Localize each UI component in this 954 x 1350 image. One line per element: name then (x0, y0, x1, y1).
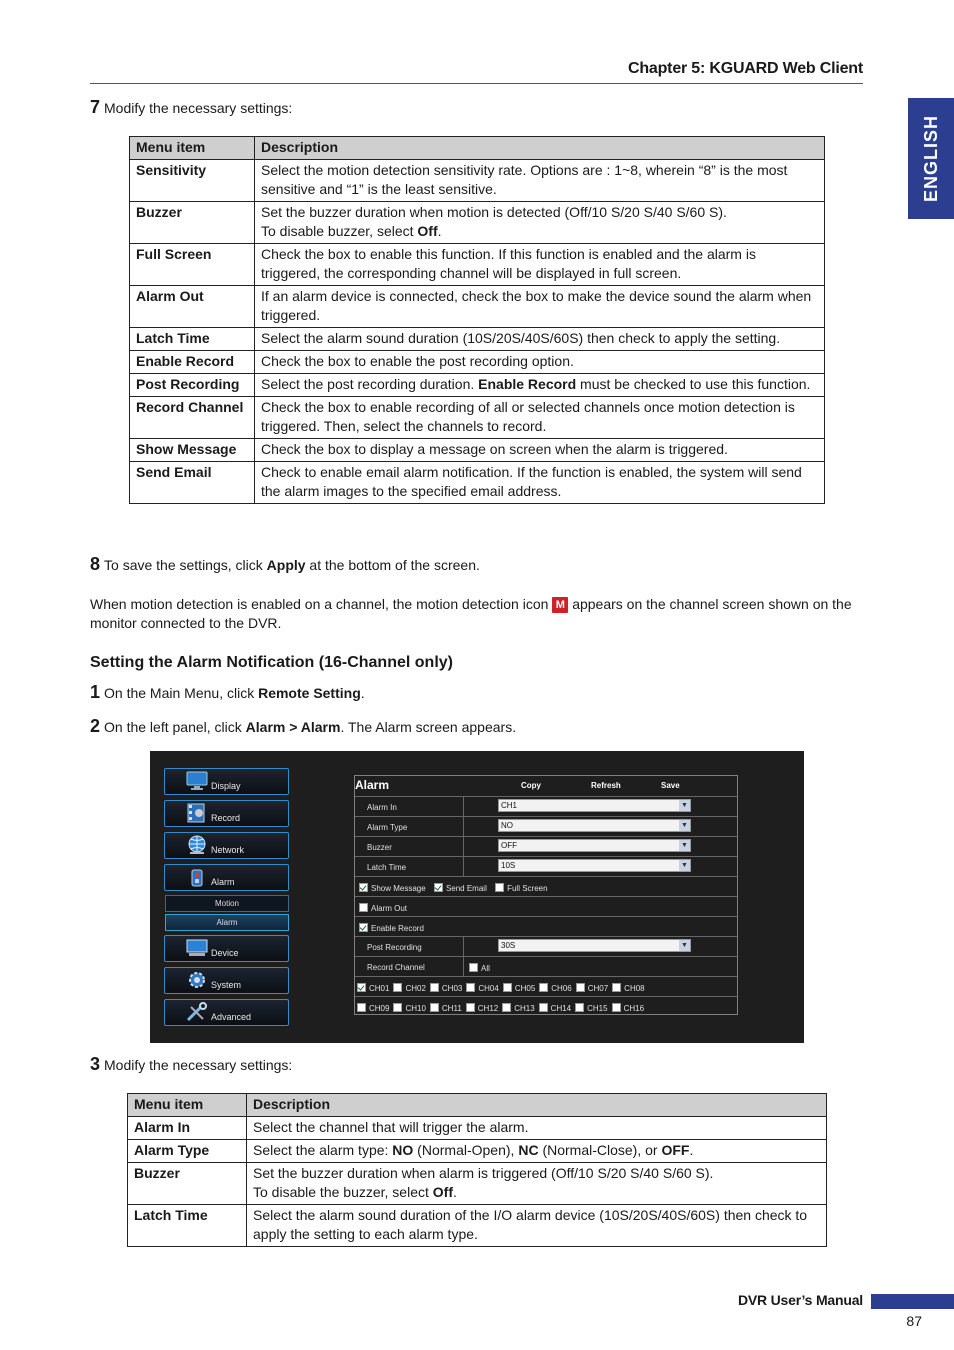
channel-checkbox[interactable] (502, 1003, 511, 1012)
tools-icon (185, 1002, 209, 1022)
alarm-settings-table (127, 1093, 827, 1247)
row-description: Select the motion detection sensitivity rate. Options are : 1~8, wherein “8” is the most sensitive and “1” is the least sensitive. (255, 160, 825, 202)
row-item: Enable Record (130, 351, 255, 374)
table-row (130, 202, 825, 244)
alarm-type-row (355, 816, 737, 836)
row-description: Check the box to enable this function. If this function is enabled and the alarm is triggered, the corresponding channel will be displayed in full screen. (255, 244, 825, 286)
nav-alarm[interactable] (164, 864, 289, 891)
channel-label: CH02 (405, 984, 426, 993)
step-2 (90, 716, 516, 737)
row-description: Select the channel that will trigger the alarm. (247, 1117, 827, 1140)
section-title: Setting the Alarm Notification (16-Channel only) (90, 654, 453, 671)
manual-title: DVR User’s Manual (738, 1292, 863, 1308)
step-bold: Alarm > Alarm (245, 719, 341, 735)
row-item: Latch Time (128, 1205, 247, 1247)
channels-row-2 (355, 996, 737, 1016)
alarm-type-select[interactable]: NO ▼ (498, 819, 691, 832)
subnav-alarm[interactable]: Alarm (165, 914, 289, 931)
nav-display[interactable] (164, 768, 289, 795)
channel-checkbox[interactable] (466, 1003, 475, 1012)
nav-label: System (211, 980, 242, 990)
record-channel-label: Record Channel (367, 963, 425, 972)
send-email-checkbox[interactable] (434, 883, 443, 892)
row-description: Check the box to enable the post recording option. (255, 351, 825, 374)
row-description: Select the alarm sound duration of the I/O alarm device (10S/20S/40S/60S) then check to apply the setting to each alarm type. (247, 1205, 827, 1247)
header-description: Description (255, 137, 825, 160)
film-icon (185, 803, 209, 823)
enable-record-label: Enable Record (371, 924, 424, 933)
channels-row-1 (355, 976, 737, 996)
step-bold: Apply (266, 557, 306, 573)
show-message-checkbox[interactable] (359, 883, 368, 892)
step-number: 1 (90, 682, 101, 702)
table-row (130, 244, 825, 286)
channel-checkbox[interactable] (430, 983, 439, 992)
nav-device[interactable] (164, 935, 289, 962)
step-text: Modify the necessary settings: (104, 100, 293, 116)
channel-checkbox[interactable] (612, 1003, 621, 1012)
step-text: Modify the necessary settings: (104, 1057, 293, 1073)
row-item: Latch Time (130, 328, 255, 351)
row-item: Full Screen (130, 244, 255, 286)
alarm-screen-screenshot (150, 751, 804, 1043)
buzzer-row (355, 836, 737, 856)
latch-time-row (355, 856, 737, 876)
latch-time-label: Latch Time (367, 863, 407, 872)
channel-label: CH05 (514, 984, 536, 993)
chevron-down-icon: ▼ (679, 940, 690, 951)
nav-label: Record (211, 813, 241, 823)
row-item: Sensitivity (130, 160, 255, 202)
row-item: Alarm In (128, 1117, 247, 1140)
nav-label: Network (211, 845, 245, 855)
channel-checkbox[interactable] (466, 983, 475, 992)
buzzer-label: Buzzer (367, 843, 392, 852)
row-description: Check to enable email alarm notification. If the function is enabled, the system will send the alarm images to the specified email address. (255, 462, 825, 504)
table-row (130, 374, 825, 397)
alarm-in-select[interactable]: CH1 ▼ (498, 799, 691, 812)
step-bold: Remote Setting (258, 685, 361, 701)
monitor-icon (185, 771, 209, 791)
step-7 (90, 97, 292, 118)
nav-label: Alarm (211, 877, 235, 887)
channel-checkbox[interactable] (503, 983, 512, 992)
row-item: Alarm Type (128, 1140, 247, 1163)
step-text: On the left panel, click (104, 719, 246, 735)
nav-label: Display (211, 781, 241, 791)
buzzer-select[interactable]: OFF ▼ (498, 839, 691, 852)
note-text: When motion detection is enabled on a channel, the motion detection icon (90, 596, 553, 612)
full-screen-checkbox[interactable] (495, 883, 504, 892)
channel-label: CH16 (623, 1004, 645, 1013)
alarm-type-label: Alarm Type (367, 823, 408, 832)
channel-label: CH04 (478, 984, 499, 993)
channel-checkbox[interactable] (357, 983, 366, 992)
alarm-out-checkbox[interactable] (359, 903, 368, 912)
table-row (130, 462, 825, 504)
enable-record-row (355, 916, 737, 936)
chevron-down-icon: ▼ (679, 820, 690, 831)
nav-record[interactable] (164, 800, 289, 827)
channel-label: CH10 (405, 1004, 426, 1013)
all-channels-label: All (481, 964, 490, 973)
row-description: Select the alarm sound duration (10S/20S/40S/60S) then check to apply the setting. (255, 328, 825, 351)
enable-record-checkbox[interactable] (359, 923, 368, 932)
row-description: Select the post recording duration. Enable Record must be checked to use this function. (255, 374, 825, 397)
nav-system[interactable] (164, 967, 289, 994)
channel-checkbox[interactable] (393, 1003, 402, 1012)
chevron-down-icon: ▼ (679, 860, 690, 871)
table-header-row (130, 137, 825, 160)
row-item: Buzzer (128, 1163, 247, 1205)
channel-label: CH12 (477, 1004, 499, 1013)
table-row (128, 1140, 827, 1163)
channel-checkbox[interactable] (393, 983, 402, 992)
row-description: Check the box to display a message on screen when the alarm is triggered. (255, 439, 825, 462)
alarm-out-row (355, 896, 737, 916)
table-row (130, 351, 825, 374)
header-description: Description (247, 1094, 827, 1117)
alarm-out-label: Alarm Out (371, 904, 408, 913)
channel-label: CH14 (550, 1004, 572, 1013)
channel-label: CH08 (624, 984, 645, 993)
note-text-end: appears on the channel screen shown on the monitor connected to the DVR. (90, 596, 852, 631)
save-button[interactable]: Save (661, 781, 680, 790)
channel-label: CH07 (587, 984, 609, 993)
latch-time-select[interactable]: 10S ▼ (498, 859, 691, 872)
language-tab-label: ENGLISH (920, 114, 941, 203)
step-text: On the Main Menu, click (104, 685, 259, 701)
row-description: Set the buzzer duration when motion is detected (Off/10 S/20 S/40 S/60 S). To disable buzzer, select Off. (255, 202, 825, 244)
all-channels-checkbox[interactable] (469, 963, 478, 972)
channel-checkbox[interactable] (539, 983, 548, 992)
channel-checkbox[interactable] (357, 1003, 366, 1012)
channel-checkbox[interactable] (539, 1003, 548, 1012)
row-item: Send Email (130, 462, 255, 504)
channel-label: CH03 (441, 984, 463, 993)
chevron-down-icon: ▼ (679, 800, 690, 811)
motion-icon-note (90, 595, 860, 633)
chapter-title: Chapter 5: KGUARD Web Client (627, 60, 863, 77)
panel-title: Alarm (355, 778, 390, 792)
language-tab (908, 98, 954, 219)
post-recording-row (355, 936, 737, 956)
post-recording-label: Post Recording (367, 943, 422, 952)
channel-label: CH09 (369, 1004, 390, 1013)
show-message-label: Show Message (371, 884, 426, 893)
channel-label: CH06 (551, 984, 572, 993)
step-number: 2 (90, 716, 101, 736)
nav-label: Device (211, 948, 239, 958)
channel-checkbox[interactable] (576, 983, 585, 992)
header-rule (90, 83, 863, 84)
full-screen-label: Full Screen (507, 884, 548, 893)
table-header-row (128, 1094, 827, 1117)
subnav-motion[interactable]: Motion (165, 895, 289, 912)
footer-bar (871, 1294, 954, 1309)
nav-advanced[interactable] (164, 999, 289, 1026)
step-number: 7 (90, 97, 101, 117)
row-item: Post Recording (130, 374, 255, 397)
header-menu-item: Menu item (128, 1094, 247, 1117)
row-description: Set the buzzer duration when alarm is triggered (Off/10 S/20 S/40 S/60 S). To disable the buzzer, select Off. (247, 1163, 827, 1205)
step-1 (90, 682, 365, 703)
record-channel-row (355, 956, 737, 976)
motion-settings-table (129, 136, 825, 504)
send-email-label: Send Email (445, 884, 487, 893)
table-row (128, 1205, 827, 1247)
channel-checkbox[interactable] (575, 1003, 584, 1012)
header-menu-item: Menu item (130, 137, 255, 160)
row-item: Alarm Out (130, 286, 255, 328)
channel-label: CH15 (587, 1004, 608, 1013)
step-text-end: . (360, 685, 365, 701)
table-row (128, 1163, 827, 1205)
row-description: If an alarm device is connected, check the box to make the device sound the alarm when triggered. (255, 286, 825, 328)
channel-label: CH11 (441, 1004, 462, 1013)
row-description: Check the box to enable recording of all or selected channels once motion detection is triggered. Then, select the channels to record. (255, 397, 825, 439)
row-item: Record Channel (130, 397, 255, 439)
channel-label: CH13 (514, 1004, 535, 1013)
page-number: 87 (906, 1313, 922, 1329)
table-row (130, 439, 825, 462)
table-row (128, 1117, 827, 1140)
channel-checkbox[interactable] (612, 983, 621, 992)
step-number: 8 (90, 554, 101, 574)
table-row (130, 286, 825, 328)
alarm-icon (185, 867, 209, 887)
table-row (130, 328, 825, 351)
row-item: Buzzer (130, 202, 255, 244)
nav-network[interactable] (164, 832, 289, 859)
step-8 (90, 554, 480, 575)
gear-icon (185, 970, 209, 990)
chevron-down-icon: ▼ (679, 840, 690, 851)
step-3 (90, 1054, 292, 1075)
post-recording-select[interactable]: 30S ▼ (498, 939, 691, 952)
refresh-button[interactable]: Refresh (591, 781, 621, 790)
row-item: Show Message (130, 439, 255, 462)
channel-checkbox[interactable] (430, 1003, 439, 1012)
step-text: To save the settings, click (104, 557, 267, 573)
alarm-settings-panel (354, 775, 738, 1015)
copy-button[interactable]: Copy (521, 781, 541, 790)
row-description: Select the alarm type: NO (Normal-Open), NC (Normal-Close), or OFF. (247, 1140, 827, 1163)
nav-label: Advanced (211, 1012, 252, 1022)
alarm-in-row (355, 796, 737, 816)
alarm-in-label: Alarm In (367, 803, 397, 812)
globe-icon (185, 835, 209, 855)
device-icon (185, 938, 209, 958)
motion-detection-icon: M (552, 597, 568, 613)
channel-label: CH01 (369, 984, 390, 993)
step-number: 3 (90, 1054, 101, 1074)
table-row (130, 160, 825, 202)
message-options-row (355, 876, 737, 896)
table-row (130, 397, 825, 439)
step-text-end: at the bottom of the screen. (305, 557, 480, 573)
step-text-end: . The Alarm screen appears. (340, 719, 517, 735)
